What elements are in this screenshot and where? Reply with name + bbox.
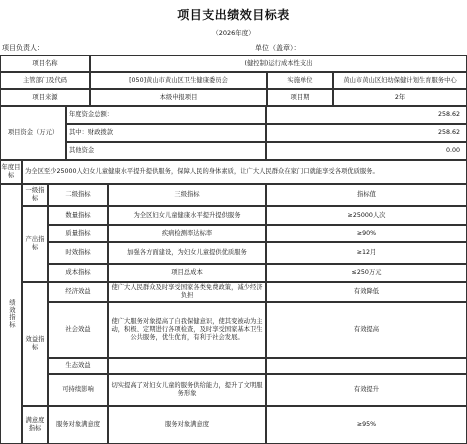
level3-cell: 疾病检测率达标率 (108, 225, 266, 242)
dept-value: [050]黄山市黄山区卫生健康委员会 (90, 72, 267, 89)
level3-cell: 切实提高了对妇女儿童的服务供给能力，提升了文明服务形象 (108, 374, 266, 406)
year-note: （2026年度） (212, 29, 255, 37)
value-cell: 有效提高 (266, 302, 467, 358)
level2-cell: 质量指标 (48, 225, 108, 242)
project-lead-label: 项目负责人： (2, 44, 44, 52)
funds-label: 项目资金（万元） (0, 106, 66, 160)
level3-cell: 使广大人民群众及时享受国家各类免费政策，减少经济负担 (108, 282, 266, 302)
annual-goal-label: 年度目标 (0, 160, 22, 184)
col-header-level2: 二级指标 (48, 184, 108, 206)
impl-unit-label: 实施单位 (267, 72, 333, 89)
level2-cell: 生态效益 (48, 358, 108, 374)
period-value: 2年 (333, 89, 467, 106)
source-label: 项目来源 (0, 89, 90, 106)
dept-label: 主管部门及代码 (0, 72, 90, 89)
level2-cell: 社会效益 (48, 302, 108, 358)
funds-other-label: 其他资金 (66, 142, 266, 160)
value-cell: ≥90% (266, 225, 467, 242)
level3-cell: 使广大服务对象提高了自我保健意识，使其变被动为主动，积极、定期进行各项检查，及时享受国家基本卫生公共服务，优生优育，有利于社会发展。 (108, 302, 266, 358)
value-cell: ≤250万元 (266, 264, 467, 282)
level2-cell: 时效指标 (48, 242, 108, 264)
level3-cell: 项目总成本 (108, 264, 266, 282)
group-output-label: 产出指标 (22, 206, 48, 282)
level2-cell: 数量指标 (48, 206, 108, 225)
funds-fiscal-label: 其中：财政拨款 (66, 124, 266, 142)
group-satisfaction-label: 满意度指标 (22, 406, 48, 444)
level2-cell: 可持续影响 (48, 374, 108, 406)
impl-unit-value: 黄山市黄山区妇幼保健计划生育服务中心 (333, 72, 467, 89)
value-cell: ≥12月 (266, 242, 467, 264)
level2-cell: 成本指标 (48, 264, 108, 282)
funds-total-value: 258.62 (266, 106, 467, 124)
group-benefit-label: 效益指标 (22, 282, 48, 406)
project-name-label: 项目名称 (0, 55, 90, 72)
page-title: 项目支出绩效目标表 (177, 8, 290, 22)
level2-cell: 经济效益 (48, 282, 108, 302)
period-label: 项目期 (267, 89, 333, 106)
level2-cell: 服务对象满意度 (48, 406, 108, 444)
value-cell: 有效降低 (266, 282, 467, 302)
funds-total-label: 年度资金总额： (66, 106, 266, 124)
indicators-section-label: 绩效指标 (0, 184, 22, 444)
funds-other-value: 0.00 (266, 142, 467, 160)
value-cell: 有效提升 (266, 374, 467, 406)
col-header-level3: 三级指标 (108, 184, 266, 206)
unit-label: 单位（盖章）： (255, 44, 301, 52)
level3-cell: 为全区妇女儿童健康水平提升提供服务 (108, 206, 266, 225)
value-cell: ≥95% (266, 406, 467, 444)
source-value: 本级申报项目 (90, 89, 267, 106)
col-header-level1: 一级指标 (22, 184, 48, 206)
project-name-value: (健控制)运行成本性支出 (90, 55, 467, 72)
annual-goal-text: 为全区至少25000人妇女儿童健康水平提升提供服务，保障人民的身体素质，让广大人民群众在家门口就能享受各项优质服务。 (22, 160, 467, 184)
col-header-value: 指标值 (266, 184, 467, 206)
value-cell: ≥25000人次 (266, 206, 467, 225)
level3-cell: 加强各方面建设，为妇女儿童提供优质服务 (108, 242, 266, 264)
value-cell (266, 358, 467, 374)
funds-fiscal-value: 258.62 (266, 124, 467, 142)
level3-cell (108, 358, 266, 374)
level3-cell: 服务对象满意度 (108, 406, 266, 444)
